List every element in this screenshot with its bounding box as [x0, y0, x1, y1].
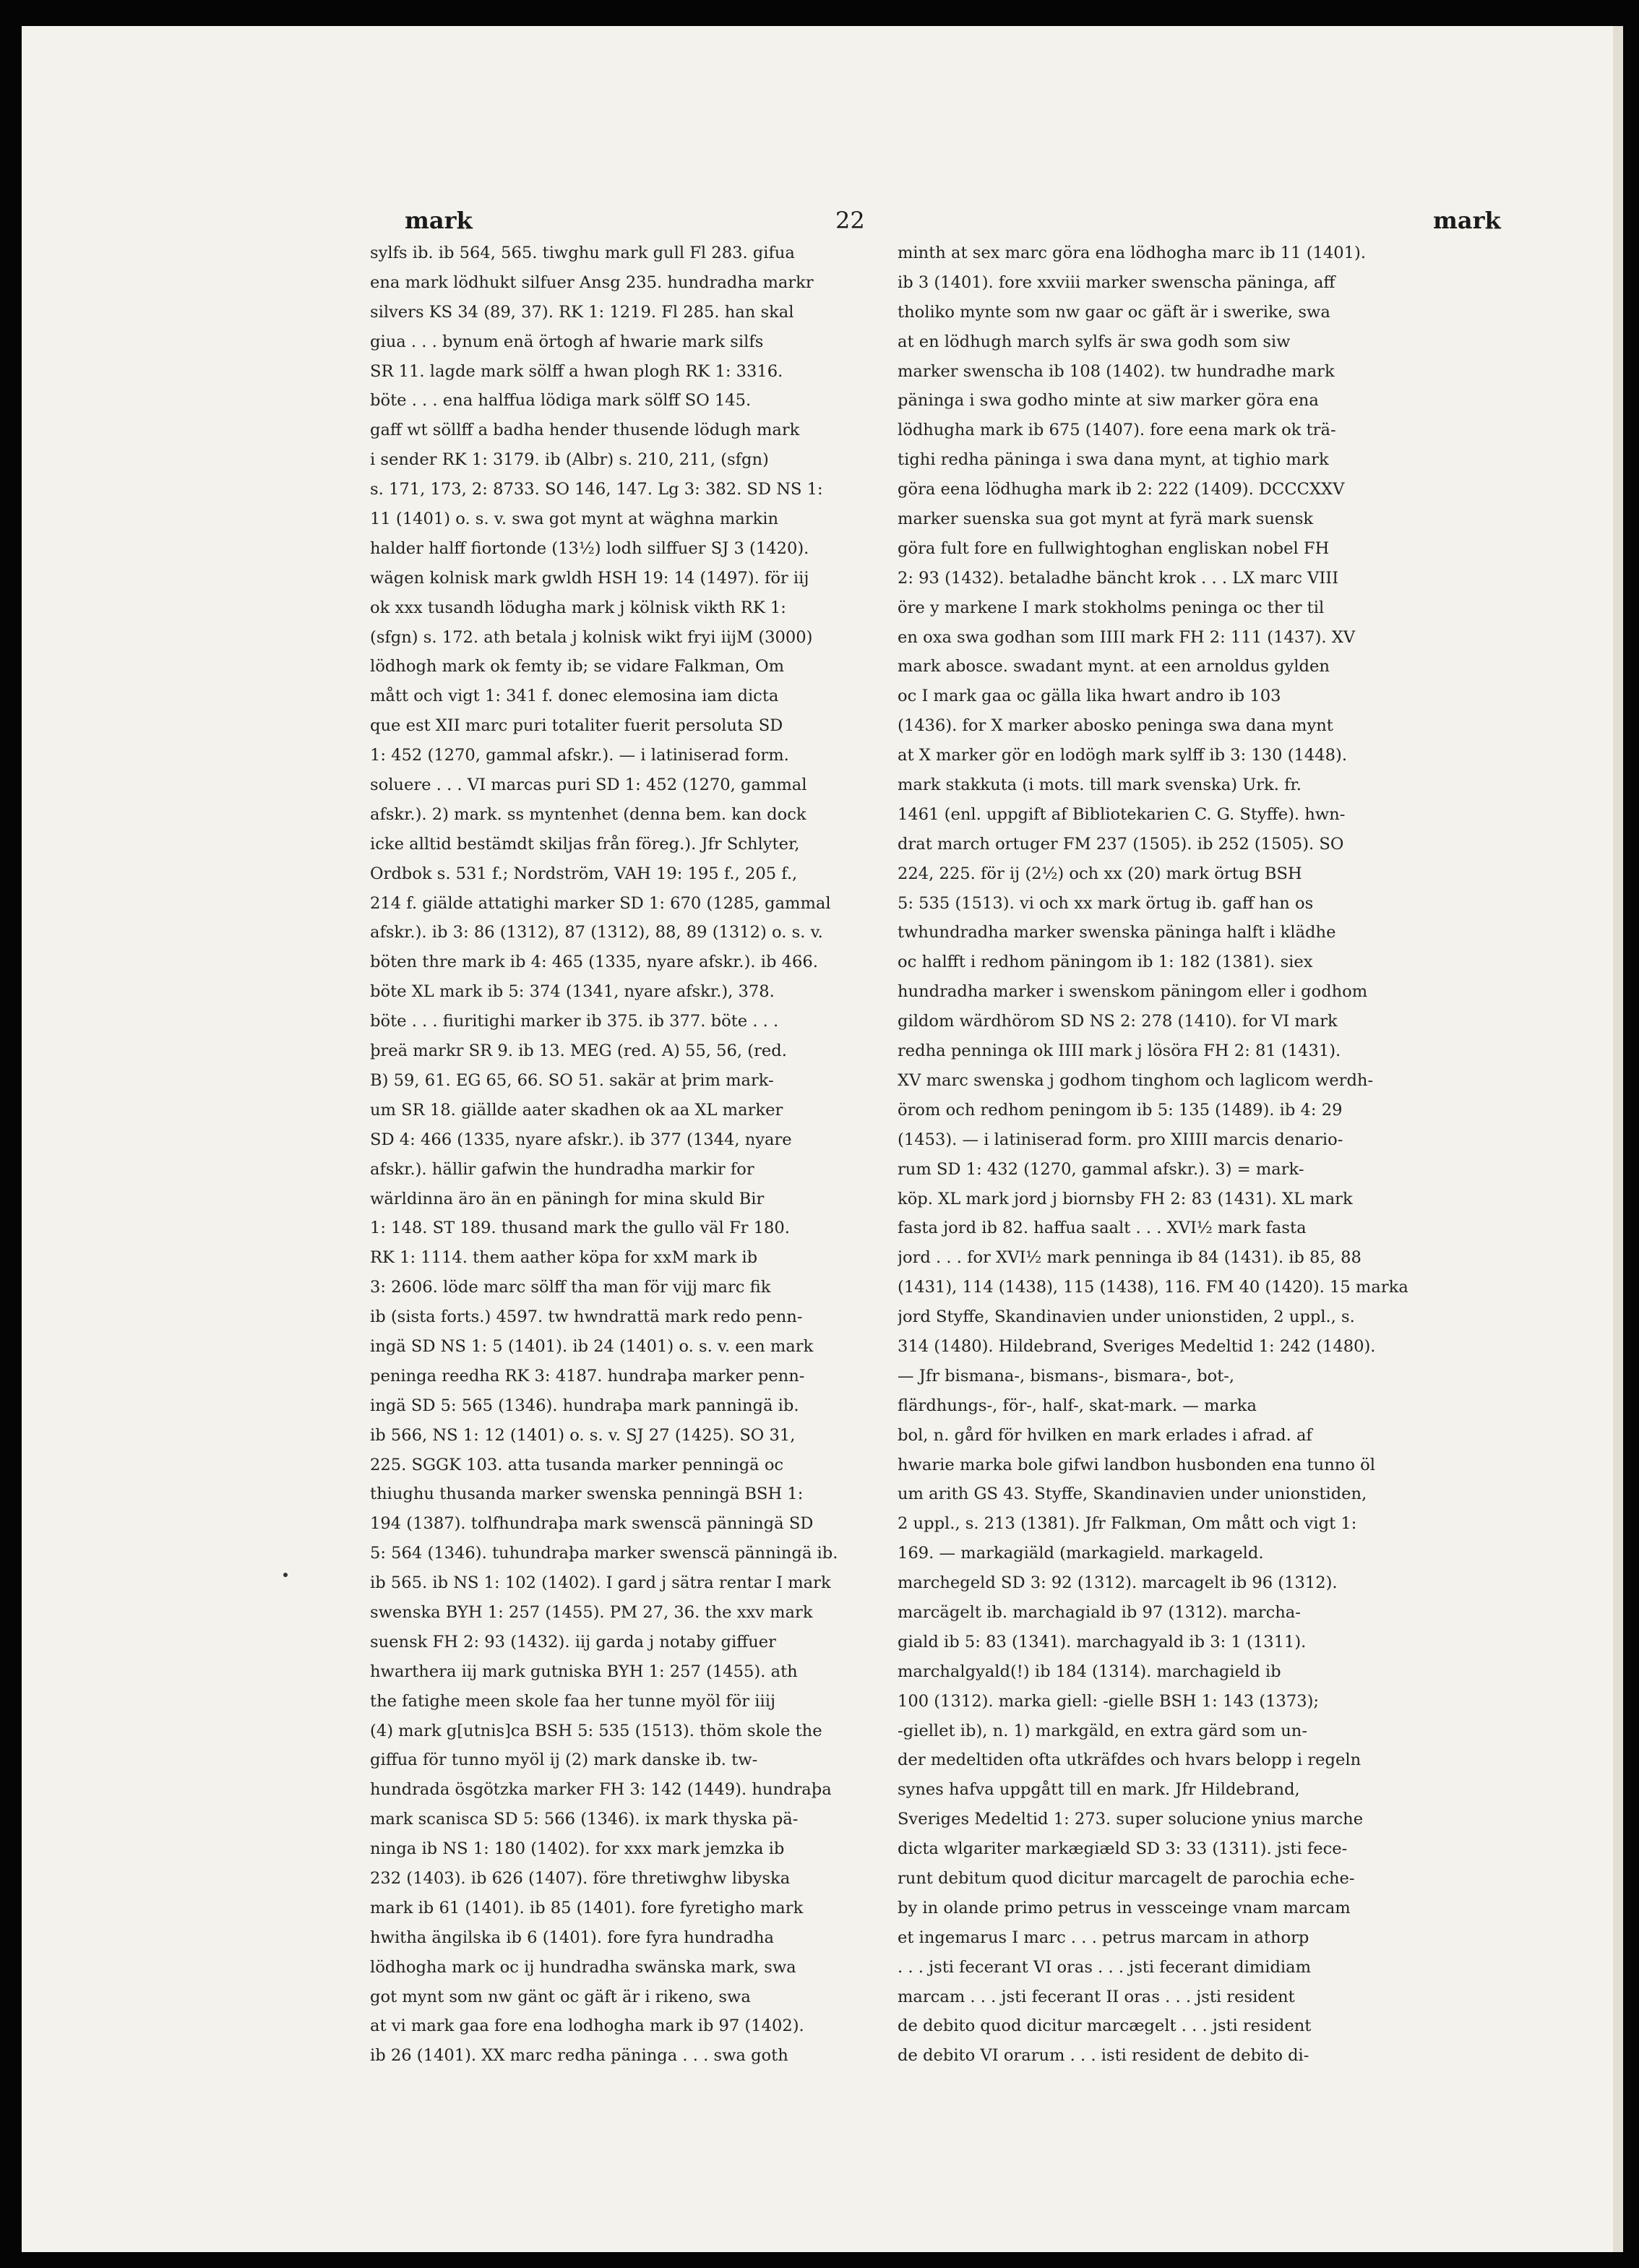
text-line: 194 (1387). tolfhundraþa mark swenscä pänningä SD — [370, 1514, 814, 1534]
text-line: jord . . . for XVI½ mark penninga ib 84 (1431). ib 85, 88 — [898, 1248, 1361, 1268]
text-line: marker swenscha ib 108 (1402). tw hundradhe mark — [898, 361, 1335, 381]
text-line: sylfs ib. ib 564, 565. tiwghu mark gull Fl 283. gifua — [370, 244, 795, 262]
text-line: böte XL mark ib 5: 374 (1341, nyare afskr.), 378. — [370, 982, 775, 1002]
text-line: 1: 148. ST 189. thusand mark the gullo väl Fr 180. — [370, 1219, 790, 1238]
text-line: swenska BYH 1: 257 (1455). PM 27, 36. the xxv mark — [370, 1602, 813, 1622]
text-line: giua . . . bynum enä örtogh af hwarie mark silfs — [370, 332, 764, 351]
text-line: SR 11. lagde mark sölff a hwan plogh RK 1: 3316. — [370, 361, 783, 381]
text-line: peninga reedha RK 3: 4187. hundraþa marker penn- — [370, 1366, 805, 1386]
text-line: s. 171, 173, 2: 8733. SO 146, 147. Lg 3: 382. SD NS 1: — [370, 480, 823, 499]
text-line: um arith GS 43. Styffe, Skandinavien under unionstiden, — [898, 1485, 1367, 1504]
text-line: böte . . . fiuritighi marker ib 375. ib 377. böte . . . — [370, 1012, 779, 1031]
text-line: 5: 535 (1513). vi och xx mark örtug ib. gaff han os — [898, 893, 1314, 913]
page-edge — [1613, 26, 1623, 2252]
page-number: 22 — [835, 207, 865, 234]
text-line: redha penninga ok IIII mark j lösöra FH 2: 81 (1431). — [898, 1041, 1341, 1061]
text-line: en oxa swa godhan som IIII mark FH 2: 111 (1437). XV — [898, 627, 1356, 647]
text-line: gildom wärdhörom SD NS 2: 278 (1410). for VI mark — [898, 1012, 1338, 1031]
text-line: rum SD 1: 432 (1270, gammal afskr.). 3) = mark- — [898, 1159, 1304, 1179]
text-line: silvers KS 34 (89, 37). RK 1: 1219. Fl 285. han skal — [370, 302, 794, 322]
text-line: ib 26 (1401). XX marc redha päninga . . . swa goth — [370, 2046, 788, 2066]
text-line: suensk FH 2: 93 (1432). iij garda j notaby giffuer — [370, 1632, 776, 1651]
text-line: bol, n. gård för hvilken en mark erlades i afrad. af — [898, 1425, 1312, 1445]
text-line: göra fult fore en fullwightoghan engliskan nobel FH — [898, 538, 1330, 558]
text-line: fasta jord ib 82. haffua saalt . . . XVI½ mark fasta — [898, 1219, 1307, 1238]
text-line: marcam . . . jsti fecerant II oras . . . jsti resident — [898, 1987, 1295, 2006]
text-line: at X marker gör en lodögh mark sylff ib 3: 130 (1448). — [898, 746, 1348, 765]
text-line: RK 1: 1114. them aather köpa for xxM mark ib — [370, 1248, 758, 1268]
text-line: by in olande primo petrus in vessceinge vnam marcam — [898, 1898, 1351, 1917]
text-line: lödhogha mark oc ij hundradha swänska mark, swa — [370, 1957, 796, 1977]
text-line: 2: 93 (1432). betaladhe bäncht krok . . . LX marc VIII — [898, 568, 1339, 588]
text-line: giald ib 5: 83 (1341). marchagyald ib 3: 1 (1311). — [898, 1632, 1307, 1651]
left-column — [370, 239, 942, 2071]
text-line: oc I mark gaa oc gälla lika hwart andro ib 103 — [898, 687, 1281, 706]
text-line: jord Styffe, Skandinavien under unionstiden, 2 uppl., s. — [898, 1307, 1355, 1327]
text-line: 5: 564 (1346). tuhundraþa marker swenscä pänningä ib. — [370, 1544, 838, 1563]
text-line: hundrada ösgötzka marker FH 3: 142 (1449). hundraþa — [370, 1780, 832, 1800]
text-line: (1436). for X marker abosko peninga swa dana mynt — [898, 716, 1333, 736]
text-line: ingä SD 5: 565 (1346). hundraþa mark panningä ib. — [370, 1396, 799, 1415]
text-line: 11 (1401) o. s. v. swa got mynt at wäghna markin — [370, 510, 779, 529]
text-line: 100 (1312). marka giell: -gielle BSH 1: 143 (1373); — [898, 1691, 1320, 1711]
text-line: 3: 2606. löde marc sölff tha man för vijj marc fik — [370, 1278, 771, 1297]
text-line: (1431), 114 (1438), 115 (1438), 116. FM 40 (1420). 15 marka — [898, 1278, 1408, 1297]
text-line: thiughu thusanda marker swenska penningä BSH 1: — [370, 1485, 804, 1504]
text-line: soluere . . . VI marcas puri SD 1: 452 (1270, gammal — [370, 776, 807, 795]
text-line: köp. XL mark jord j biornsby FH 2: 83 (1431). XL mark — [898, 1189, 1353, 1208]
text-line: böte . . . ena halffua lödiga mark sölff SO 145. — [370, 391, 752, 411]
text-line: ib 566, NS 1: 12 (1401) o. s. v. SJ 27 (1425). SO 31, — [370, 1425, 796, 1445]
margin-mark — [283, 1573, 288, 1577]
text-line: 169. — markagiäld (markagield. markageld. — [898, 1544, 1264, 1563]
text-line: at en lödhugh march sylfs är swa godh som siw — [898, 332, 1291, 351]
text-line: oc halfft i redhom päningom ib 1: 182 (1381). siex — [898, 953, 1313, 972]
text-line: et ingemarus I marc . . . petrus marcam in athorp — [898, 1928, 1309, 1947]
text-line: päninga i swa godho minte at siw marker göra ena — [898, 391, 1319, 411]
text-line: marcägelt ib. marchagiald ib 97 (1312). marcha- — [898, 1602, 1301, 1622]
text-line: 232 (1403). ib 626 (1407). före thretiwghw libyska — [370, 1868, 791, 1888]
running-head-right: mark — [1433, 207, 1501, 234]
text-line: hundradha marker i swenskom päningom eller i godhom — [898, 982, 1368, 1002]
text-line: (4) mark g[utnis]ca BSH 5: 535 (1513). thöm skole the — [370, 1721, 822, 1740]
text-line: marchegeld SD 3: 92 (1312). marcagelt ib 96 (1312). — [898, 1573, 1338, 1593]
text-line: hwarie marka bole gifwi landbon husbonden ena tunno öl — [898, 1455, 1375, 1474]
text-line: Sveriges Medeltid 1: 273. super solucione ynius marche — [898, 1810, 1364, 1829]
text-line: 225. SGGK 103. atta tusanda marker penningä oc — [370, 1455, 784, 1474]
text-line: drat march ortuger FM 237 (1505). ib 252 (1505). SO — [898, 834, 1344, 854]
text-line: ib 3 (1401). fore xxviii marker swenscha päninga, aff — [898, 272, 1335, 292]
text-line: wägen kolnisk mark gwldh HSH 19: 14 (1497). för iij — [370, 568, 809, 588]
text-line: gaff wt söllff a badha hender thusende lödugh mark — [370, 421, 800, 440]
text-line: afskr.). ib 3: 86 (1312), 87 (1312), 88, 89 (1312) o. s. v. — [370, 923, 823, 942]
text-line: öre y markene I mark stokholms peninga oc ther til — [898, 598, 1325, 617]
running-head-left: mark — [405, 207, 473, 234]
text-line: örom och redhom peningom ib 5: 135 (1489). ib 4: 29 — [898, 1100, 1343, 1120]
text-line: afskr.). 2) mark. ss myntenhet (denna bem. kan dock — [370, 804, 806, 824]
text-line: 214 f. giälde attatighi marker SD 1: 670 (1285, gammal — [370, 893, 831, 913]
text-line: . . . jsti fecerant VI oras . . . jsti fecerant dimidiam — [898, 1957, 1312, 1977]
text-line: 1461 (enl. uppgift af Bibliotekarien C. G. Styffe). hwn- — [898, 804, 1346, 824]
text-line: ok xxx tusandh lödugha mark j kölnisk vikth RK 1: — [370, 598, 786, 617]
text-line: ib (sista forts.) 4597. tw hwndrattä mark redo penn- — [370, 1307, 803, 1327]
text-line: runt debitum quod dicitur marcagelt de parochia eche- — [898, 1868, 1355, 1888]
text-line: minth at sex marc göra ena lödhogha marc ib 11 (1401). — [898, 244, 1367, 262]
text-line: göra eena lödhugha mark ib 2: 222 (1409). DCCCXXV — [898, 480, 1345, 499]
text-line: mark ib 61 (1401). ib 85 (1401). fore fyretigho mark — [370, 1898, 804, 1917]
text-line: dicta wlgariter markægiæld SD 3: 33 (1311). jsti fece- — [898, 1839, 1348, 1859]
text-line: de debito quod dicitur marcægelt . . . jsti resident — [898, 2016, 1312, 2036]
text-line: mått och vigt 1: 341 f. donec elemosina iam dicta — [370, 687, 779, 706]
text-line: ib 565. ib NS 1: 102 (1402). I gard j sätra rentar I mark — [370, 1573, 831, 1593]
text-line: XV marc swenska j godhom tinghom och laglicom werdh- — [898, 1070, 1374, 1090]
text-line: wärldinna äro än en päningh for mina skuld Bir — [370, 1189, 765, 1208]
text-line: flärdhungs-, för-, half-, skat-mark. — marka — [898, 1396, 1257, 1415]
text-line: böten thre mark ib 4: 465 (1335, nyare afskr.). ib 466. — [370, 953, 818, 972]
text-line: 2 uppl., s. 213 (1381). Jfr Falkman, Om mått och vigt 1: — [898, 1514, 1357, 1534]
text-line: tholiko mynte som nw gaar oc gäft är i swerike, swa — [898, 302, 1330, 322]
text-line: 1: 452 (1270, gammal afskr.). — i latiniserad form. — [370, 746, 789, 765]
text-line: SD 4: 466 (1335, nyare afskr.). ib 377 (1344, nyare — [370, 1130, 792, 1149]
text-line: mark stakkuta (i mots. till mark svenska) Urk. fr. — [898, 776, 1302, 795]
text-line: got mynt som nw gänt oc gäft är i rikeno, swa — [370, 1987, 751, 2006]
text-line: marchalgyald(!) ib 184 (1314). marchagield ib — [898, 1662, 1281, 1681]
text-line: i sender RK 1: 3179. ib (Albr) s. 210, 211, (sfgn) — [370, 450, 769, 470]
text-line: (sfgn) s. 172. ath betala j kolnisk wikt fryi iijM (3000) — [370, 627, 813, 647]
text-line: hwarthera iij mark gutniska BYH 1: 257 (1455). ath — [370, 1662, 798, 1681]
text-line: (1453). — i latiniserad form. pro XIIII marcis denario- — [898, 1130, 1343, 1149]
text-line: lödhogh mark ok femty ib; se vidare Falkman, Om — [370, 657, 785, 676]
text-line: ninga ib NS 1: 180 (1402). for xxx mark jemzka ib — [370, 1839, 785, 1859]
text-line: 314 (1480). Hildebrand, Sveriges Medeltid 1: 242 (1480). — [898, 1336, 1376, 1356]
text-line: que est XII marc puri totaliter fuerit persoluta SD — [370, 716, 783, 736]
text-line: — Jfr bismana-, bismans-, bismara-, bot-, — [898, 1366, 1235, 1386]
text-line: lödhugha mark ib 675 (1407). fore eena mark ok trä- — [898, 421, 1336, 440]
text-line: halder halff fiortonde (13½) lodh silffuer SJ 3 (1420). — [370, 538, 809, 558]
text-line: Ordbok s. 531 f.; Nordström, VAH 19: 195 f., 205 f., — [370, 864, 798, 883]
text-line: þreä markr SR 9. ib 13. MEG (red. A) 55, 56, (red. — [370, 1041, 787, 1061]
text-line: tighi redha päninga i swa dana mynt, at tighio mark — [898, 450, 1329, 470]
text-line: hwitha ängilska ib 6 (1401). fore fyra hundradha — [370, 1928, 774, 1947]
text-line: mark scanisca SD 5: 566 (1346). ix mark thyska pä- — [370, 1810, 799, 1829]
text-line: -giellet ib), n. 1) markgäld, en extra gärd som un- — [898, 1721, 1307, 1740]
text-line: der medeltiden ofta utkräfdes och hvars belopp i regeln — [898, 1751, 1361, 1770]
text-line: de debito VI orarum . . . isti resident de debito di- — [898, 2046, 1309, 2066]
text-line: ingä SD NS 1: 5 (1401). ib 24 (1401) o. s. v. een mark — [370, 1336, 814, 1356]
text-line: 224, 225. för ij (2½) och xx (20) mark örtug BSH — [898, 864, 1302, 883]
text-line: ena mark lödhukt silfuer Ansg 235. hundradha markr — [370, 272, 814, 292]
text-line: synes hafva uppgått till en mark. Jfr Hildebrand, — [898, 1780, 1300, 1800]
text-line: the fatighe meen skole faa her tunne myöl för iiij — [370, 1691, 775, 1711]
right-column — [898, 239, 1470, 2071]
text-line: icke alltid bestämdt skiljas från föreg.). Jfr Schlyter, — [370, 834, 800, 854]
text-line: B) 59, 61. EG 65, 66. SO 51. sakär at þrim mark- — [370, 1070, 774, 1090]
text-line: twhundradha marker swenska päninga halft i klädhe — [898, 923, 1336, 942]
text-line: mark abosce. swadant mynt. at een arnoldus gylden — [898, 657, 1330, 676]
text-line: at vi mark gaa fore ena lodhogha mark ib 97 (1402). — [370, 2016, 804, 2036]
text-line: giffua för tunno myöl ij (2) mark danske ib. tw- — [370, 1751, 758, 1770]
text-line: marker suenska sua got mynt at fyrä mark suensk — [898, 510, 1314, 529]
text-line: afskr.). hällir gafwin the hundradha markir for — [370, 1159, 754, 1179]
text-line: um SR 18. giällde aater skadhen ok aa XL marker — [370, 1100, 783, 1120]
